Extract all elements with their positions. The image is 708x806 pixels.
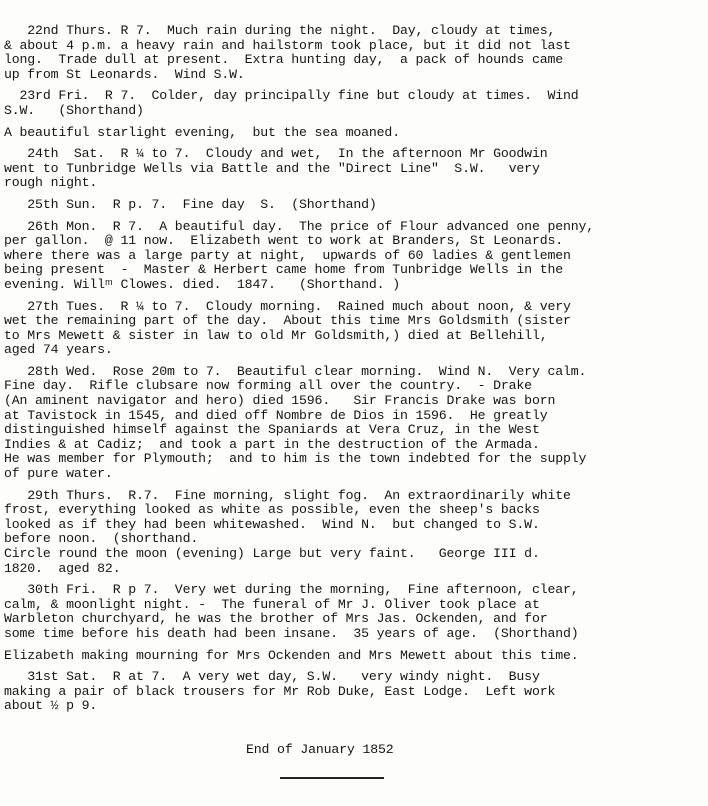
- entry-line: being present - Master & Herbert came home from Tunbridge Wells in the: [4, 262, 563, 278]
- entry-line: 1820. aged 82.: [4, 560, 121, 576]
- entry-line: rough night.: [4, 175, 98, 191]
- diary-entries: [4, 24, 704, 721]
- entry-line: frost, everything looked as white as possible, even the sheep's backs: [4, 502, 540, 518]
- entry-line: (An aminent navigator and hero) died 1596. Sir Francis Drake was born: [4, 393, 556, 409]
- diary-entry: [4, 89, 704, 118]
- entry-line: long. Trade dull at present. Extra hunting day, a pack of hounds came: [4, 52, 563, 68]
- diary-entry: [4, 365, 704, 482]
- entry-line: 25th Sun. R p. 7. Fine day S. (Shorthand): [4, 196, 377, 212]
- diary-entry: [4, 198, 704, 213]
- diary-entry: [4, 147, 704, 191]
- entry-line: aged 74 years.: [4, 342, 113, 358]
- entry-line: 26th Mon. R 7. A beautiful day. The price of Flour advanced one penny,: [4, 218, 595, 234]
- entry-line: Circle round the moon (evening) Large but very faint. George III d.: [4, 546, 540, 561]
- entry-line: some time before his death had been insane. 35 years of age. (Shorthand): [4, 625, 579, 641]
- entry-line: about ½ p 9.: [4, 698, 98, 714]
- entry-line: calm, & moonlight night. - The funeral of Mr J. Oliver took place at: [4, 596, 540, 612]
- entry-line: went to Tunbridge Wells via Battle and the "Direct Line" S.W. very: [4, 160, 540, 176]
- entry-line: Warbleton churchyard, he was the brother of Mrs Jas. Ockenden, and for: [4, 611, 548, 627]
- entry-line: distinguished himself against the Spaniards at Vera Cruz, in the West: [4, 422, 540, 438]
- entry-line: wet the remaining part of the day. About this time Mrs Goldsmith (sister: [4, 313, 571, 329]
- entry-line: Indies & at Cadiz; and took a part in the destruction of the Armada.: [4, 436, 540, 452]
- entry-line: 27th Tues. R ¼ to 7. Cloudy morning. Rained much about noon, & very: [4, 298, 571, 314]
- diary-entry: [4, 670, 704, 714]
- diary-entry: [4, 489, 704, 577]
- entry-line: per gallon. @ 11 now. Elizabeth went to work at Branders, St Leonards.: [4, 233, 563, 249]
- entry-line: A beautiful starlight evening, but the sea moaned.: [4, 124, 400, 140]
- entry-line: to Mrs Mewett & sister in law to old Mr Goldsmith,) died at Bellehill,: [4, 327, 548, 343]
- closing-rule: [280, 777, 384, 779]
- entry-line: making a pair of black trousers for Mr Rob Duke, East Lodge. Left work: [4, 683, 556, 699]
- entry-line: 28th Wed. Rose 20m to 7. Beautiful clear morning. Wind N. Very calm.: [4, 363, 587, 379]
- entry-line: looked as if they had been whitewashed. Wind N. but changed to S.W.: [4, 516, 540, 532]
- diary-entry: [4, 24, 704, 82]
- entry-line: 30th Fri. R p 7. Very wet during the morning, Fine afternoon, clear,: [4, 582, 579, 598]
- entry-line: 22nd Thurs. R 7. Much rain during the night. Day, cloudy at times,: [4, 23, 556, 38]
- entry-line: 23rd Fri. R 7. Colder, day principally fine but cloudy at times. Wind: [4, 88, 579, 104]
- diary-entry: [4, 583, 704, 641]
- entry-line: Elizabeth making mourning for Mrs Ockenden and Mrs Mewett about this time.: [4, 647, 579, 663]
- entry-line: at Tavistock in 1545, and died off Nombre de Dios in 1596. He greatly: [4, 407, 548, 423]
- diary-entry: [4, 126, 704, 141]
- entry-line: He was member for Plymouth; and to him is the town indebted for the supply: [4, 451, 587, 467]
- entry-line: up from St Leonards. Wind S.W.: [4, 66, 245, 82]
- entry-line: where there was a large party at night, upwards of 60 ladies & gentlemen: [4, 247, 571, 263]
- end-of-month-title: End of January 1852: [246, 742, 394, 757]
- entry-line: 29th Thurs. R.7. Fine morning, slight fog. An extraordinarily white: [4, 487, 571, 503]
- diary-entry: [4, 649, 704, 664]
- entry-line: & about 4 p.m. a heavy rain and hailstorm took place, but it did not last: [4, 37, 571, 53]
- entry-line: S.W. (Shorthand): [4, 102, 144, 118]
- entry-line: evening. Willᵐ Clowes. died. 1847. (Shorthand. ): [4, 276, 400, 292]
- diary-entry: [4, 220, 704, 293]
- diary-entry: [4, 300, 704, 358]
- entry-line: Fine day. Rifle clubsare now forming all over the country. - Drake: [4, 378, 532, 394]
- entry-line: 24th Sat. R ¼ to 7. Cloudy and wet, In the afternoon Mr Goodwin: [4, 146, 548, 162]
- entry-line: of pure water.: [4, 466, 113, 482]
- entry-line: 31st Sat. R at 7. A very wet day, S.W. very windy night. Busy: [4, 669, 540, 685]
- entry-line: before noon. (shorthand.: [4, 531, 199, 547]
